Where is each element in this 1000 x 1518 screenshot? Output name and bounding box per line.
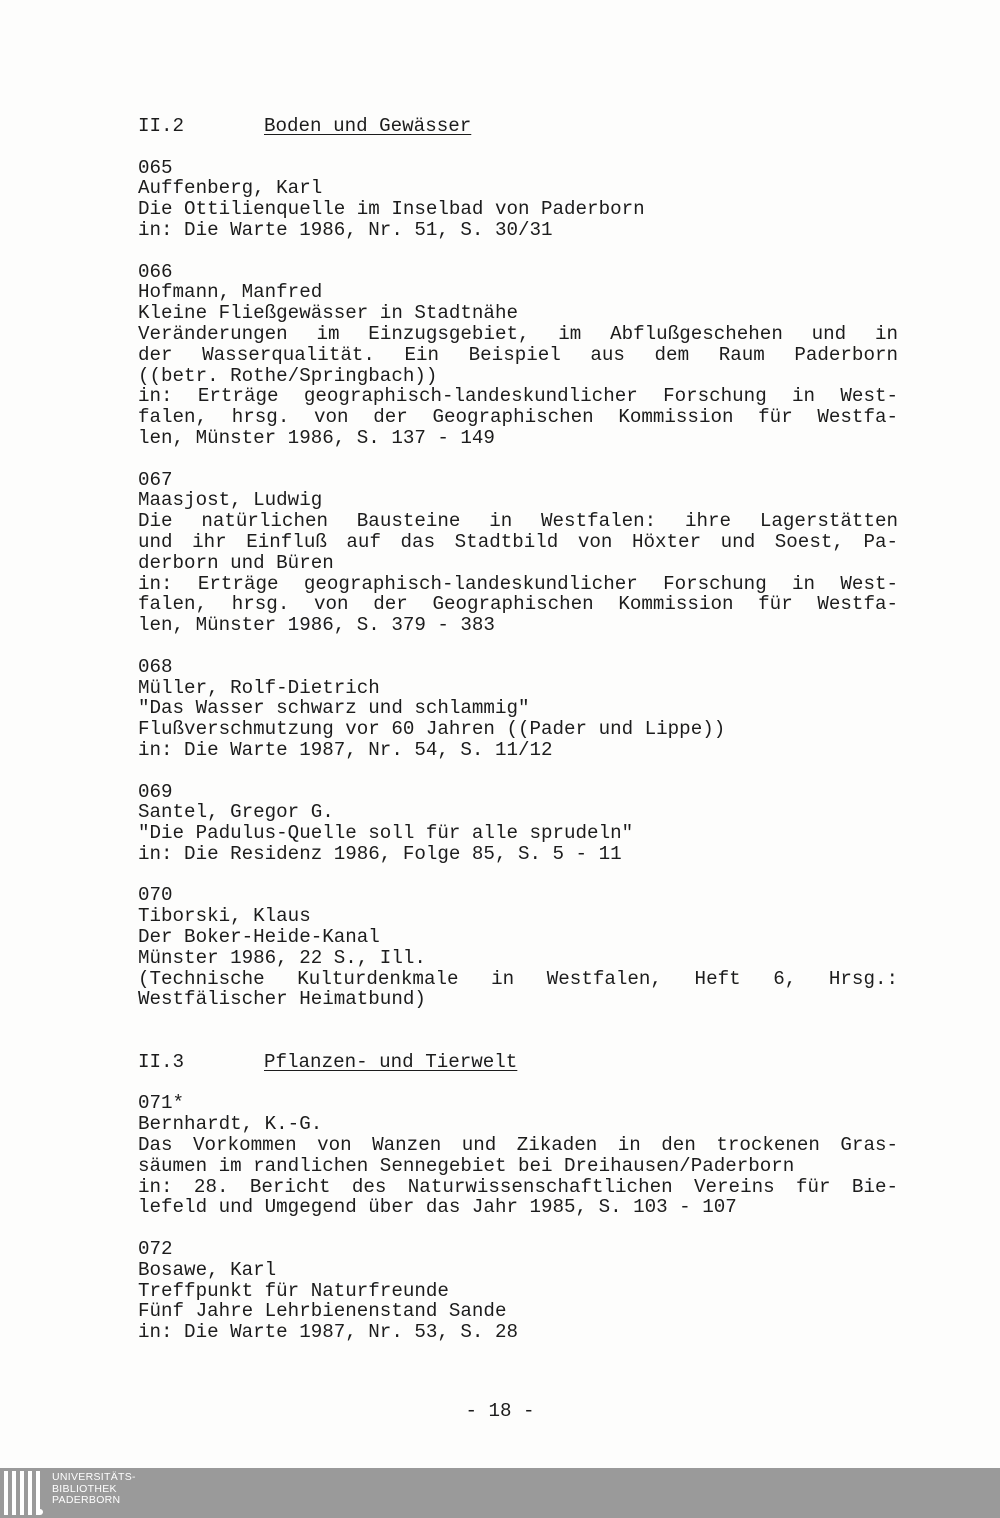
entry-068	[138, 657, 898, 761]
entry-subtitle: der Wasserqualität. Ein Beispiel aus dem Raum Paderborn	[138, 343, 898, 366]
entry-source: in: Die Residenz 1986, Folge 85, S. 5 - 11	[138, 842, 622, 865]
logo-dot-icon	[37, 1509, 43, 1515]
section-number: II.3	[138, 1050, 185, 1073]
entry-source: in: Erträge geographisch-landeskundlicher Forschung in West-	[138, 385, 898, 408]
entry-author: Bosawe, Karl	[138, 1258, 277, 1281]
entry-source: len, Münster 1986, S. 137 - 149	[138, 426, 495, 449]
bibliography-content	[138, 116, 898, 1364]
entry-number: 071*	[138, 1092, 185, 1115]
entry-source: lefeld und Umgegend über das Jahr 1985, S. 103 - 107	[138, 1196, 737, 1219]
entry-subtitle: Fünf Jahre Lehrbienenstand Sande	[138, 1300, 507, 1323]
entry-number: 072	[138, 1238, 173, 1261]
entry-author: Santel, Gregor G.	[138, 801, 334, 824]
logo-line: PADERBORN	[52, 1494, 121, 1506]
entry-number: 070	[138, 884, 173, 907]
entry-number: 066	[138, 260, 173, 283]
section-heading	[138, 116, 898, 137]
library-footer-bar	[0, 1468, 1000, 1518]
entry-source: in: Die Warte 1987, Nr. 53, S. 28	[138, 1321, 518, 1344]
entry-title: Die Ottilienquelle im Inselbad von Paderborn	[138, 198, 645, 221]
entry-title: Kleine Fließgewässer in Stadtnähe	[138, 302, 518, 325]
logo-line: UNIVERSITÄTS-	[52, 1471, 136, 1483]
section-spacer	[138, 1031, 898, 1052]
entry-subtitle: Flußverschmutzung vor 60 Jahren ((Pader und Lippe))	[138, 718, 726, 741]
page-number: - 18 -	[465, 1400, 535, 1422]
entry-title: Die natürlichen Bausteine in Westfalen: ihre Lagerstätten	[138, 510, 898, 533]
entry-source: in: Die Warte 1986, Nr. 51, S. 30/31	[138, 218, 553, 241]
section-heading	[138, 1052, 898, 1073]
entry-title: Treffpunkt für Naturfreunde	[138, 1279, 449, 1302]
entry-title: Das Vorkommen von Wanzen und Zikaden in den trockenen Gras-	[138, 1134, 898, 1157]
entry-067	[138, 470, 898, 636]
section-number: II.2	[138, 115, 185, 137]
entry-source: falen, hrsg. von der Geographischen Kommission für Westfa-	[138, 406, 898, 429]
entry-065	[138, 158, 898, 241]
entry-title: Der Boker-Heide-Kanal	[138, 926, 380, 949]
entry-author: Müller, Rolf-Dietrich	[138, 676, 380, 699]
entry-title: und ihr Einfluß auf das Stadtbild von Höxter und Soest, Pa-	[138, 530, 898, 553]
logo-line: BIBLIOTHEK	[52, 1482, 117, 1495]
entry-author: Bernhardt, K.-G.	[138, 1113, 323, 1136]
entry-author: Auffenberg, Karl	[138, 177, 323, 200]
entry-069	[138, 782, 898, 865]
entry-title: "Die Padulus-Quelle soll für alle sprudeln"	[138, 822, 634, 845]
entry-source: len, Münster 1986, S. 379 - 383	[138, 614, 495, 637]
entry-number: 067	[138, 468, 173, 491]
entry-title: säumen im randlichen Sennegebiet bei Dreihausen/Paderborn	[138, 1154, 795, 1177]
entry-author: Maasjost, Ludwig	[138, 489, 323, 512]
entry-source: in: Erträge geographisch-landeskundlicher Forschung in West-	[138, 572, 898, 595]
entry-source: in: Die Warte 1987, Nr. 54, S. 11/12	[138, 738, 553, 761]
library-logo-text	[52, 1472, 136, 1507]
entry-title: "Das Wasser schwarz und schlammig"	[138, 697, 530, 720]
entry-066	[138, 262, 898, 449]
entry-number: 068	[138, 655, 173, 678]
entry-series: Westfälischer Heimatbund)	[138, 988, 426, 1011]
entry-series: (Technische Kulturdenkmale in Westfalen, Heft 6, Hrsg.:	[138, 967, 898, 990]
entry-source: in: 28. Bericht des Naturwissenschaftlichen Vereins für Bie-	[138, 1175, 898, 1198]
entry-note: ((betr. Rothe/Springbach))	[138, 364, 438, 387]
entry-author: Hofmann, Manfred	[138, 281, 323, 304]
entry-072	[138, 1239, 898, 1343]
entry-070	[138, 885, 898, 1010]
entry-subtitle: Veränderungen im Einzugsgebiet, im Abflußgeschehen und in	[138, 322, 898, 345]
entry-number: 065	[138, 156, 173, 179]
section-title: Pflanzen- und Tierwelt	[264, 1050, 518, 1073]
entry-title: derborn und Büren	[138, 551, 334, 574]
entry-source: falen, hrsg. von der Geographischen Kommission für Westfa-	[138, 593, 898, 616]
section-title: Boden und Gewässer	[264, 115, 472, 137]
entry-author: Tiborski, Klaus	[138, 905, 311, 928]
entry-number: 069	[138, 780, 173, 803]
entry-source: Münster 1986, 22 S., Ill.	[138, 946, 426, 969]
entry-071	[138, 1093, 898, 1218]
